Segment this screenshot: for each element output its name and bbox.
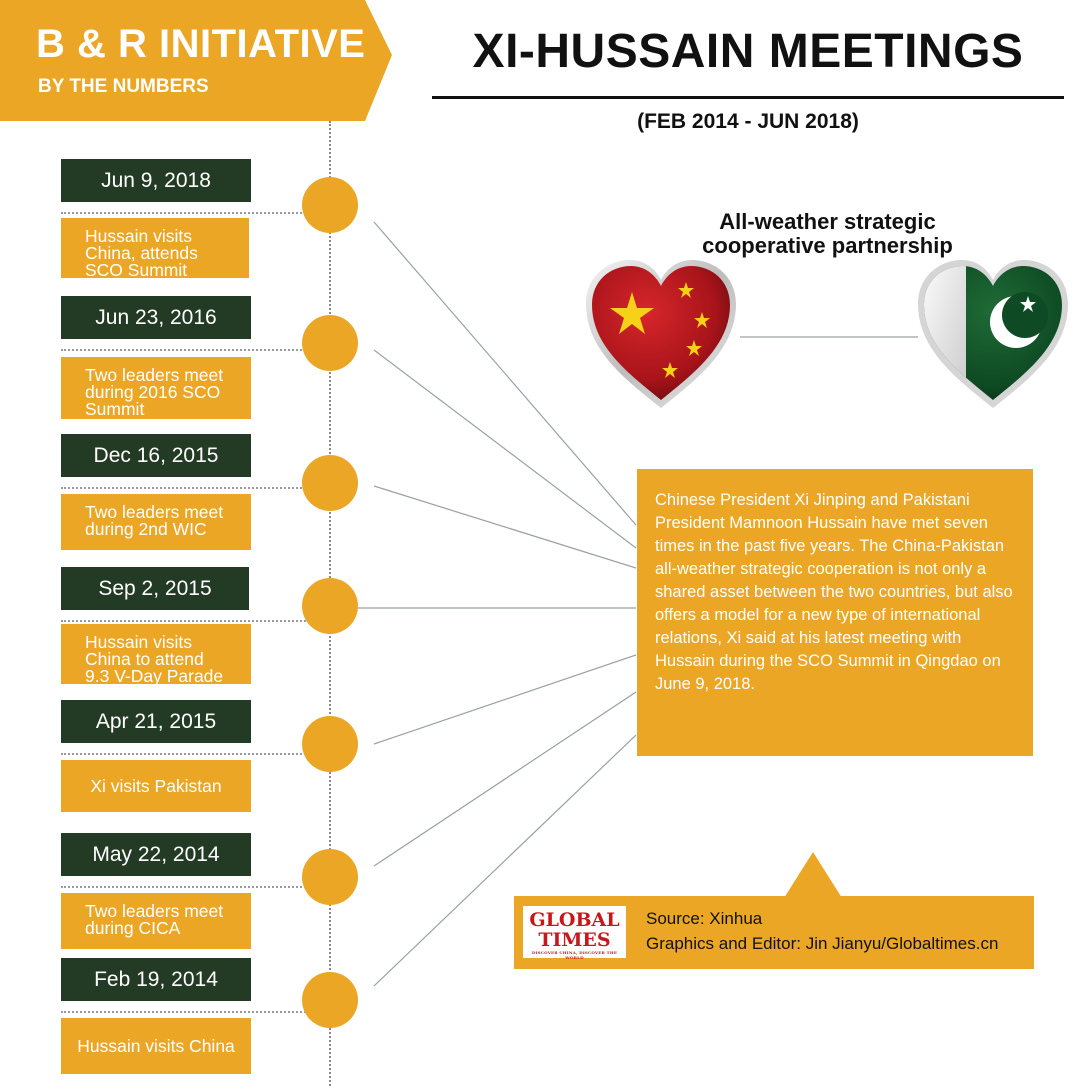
timeline-event: Two leaders meet during 2016 SCO Summit xyxy=(61,357,251,419)
timeline-event: Two leaders meet during 2nd WIC xyxy=(61,494,251,550)
timeline-node xyxy=(302,972,358,1028)
pakistan-flag-heart-icon xyxy=(918,258,1068,410)
logo-line-2: TIMES xyxy=(538,929,611,951)
source-line: Source: Xinhua xyxy=(646,909,763,928)
banner-title: B & R INITIATIVE xyxy=(36,22,366,66)
timeline-tick xyxy=(61,886,330,888)
timeline-node xyxy=(302,455,358,511)
timeline-date: May 22, 2014 xyxy=(61,833,251,876)
timeline-tick xyxy=(61,212,330,214)
global-times-logo xyxy=(523,906,626,958)
timeline-date: Jun 9, 2018 xyxy=(61,159,251,202)
timeline-tick xyxy=(61,487,330,489)
timeline-event: Hussain visits China to attend 9.3 V-Day Parade xyxy=(61,624,251,684)
timeline-date: Feb 19, 2014 xyxy=(61,958,251,1001)
timeline-tick xyxy=(61,620,330,622)
partnership-label-text: All-weather strategic cooperative partnership xyxy=(702,209,953,258)
initiative-banner xyxy=(0,0,392,121)
editor-line: Graphics and Editor: Jin Jianyu/Globaltimes.cn xyxy=(646,934,999,953)
summary-text: Chinese President Xi Jinping and Pakistani President Mamnoon Hussain have met seven times in the past five years. The China-Pakistan all-weather strategic cooperation is not only a shared asset between the two countries, but also offers a model for a new type of international relations, Xi said at his latest meeting with Hussain during the SCO Summit in Qingdao on June 9, 2018. xyxy=(655,491,1013,693)
timeline-node xyxy=(302,716,358,772)
timeline-date: Apr 21, 2015 xyxy=(61,700,251,743)
timeline-date: Jun 23, 2016 xyxy=(61,296,251,339)
timeline-event: Hussain visits China xyxy=(61,1018,251,1074)
logo-line-1: GLOBAL xyxy=(529,909,620,931)
timeline-event: Two leaders meet during CICA xyxy=(61,893,251,949)
timeline-node xyxy=(302,315,358,371)
timeline-node xyxy=(302,849,358,905)
china-flag-heart-icon xyxy=(582,258,740,410)
source-pointer xyxy=(784,852,842,898)
logo-tagline: DISCOVER CHINA, DISCOVER THE WORLD xyxy=(531,950,618,960)
timeline-node xyxy=(302,177,358,233)
banner-subtitle: BY THE NUMBERS xyxy=(38,76,209,97)
timeline-tick xyxy=(61,1011,330,1013)
connector-line xyxy=(374,486,636,568)
title-divider xyxy=(432,96,1064,99)
connector-line xyxy=(374,655,636,744)
page-title: XI-HUSSAIN MEETINGS xyxy=(472,25,1024,78)
timeline-tick xyxy=(61,349,330,351)
date-range: (FEB 2014 - JUN 2018) xyxy=(637,110,859,133)
credits xyxy=(646,906,998,956)
timeline-node xyxy=(302,578,358,634)
timeline-date: Sep 2, 2015 xyxy=(61,567,249,610)
summary-box xyxy=(637,469,1033,756)
timeline-date: Dec 16, 2015 xyxy=(61,434,251,477)
timeline-event: Xi visits Pakistan xyxy=(61,760,251,812)
timeline-tick xyxy=(61,753,330,755)
partnership-label xyxy=(700,210,955,258)
timeline-event: Hussain visits China, attends SCO Summit xyxy=(61,218,249,278)
connector-line xyxy=(374,692,636,866)
